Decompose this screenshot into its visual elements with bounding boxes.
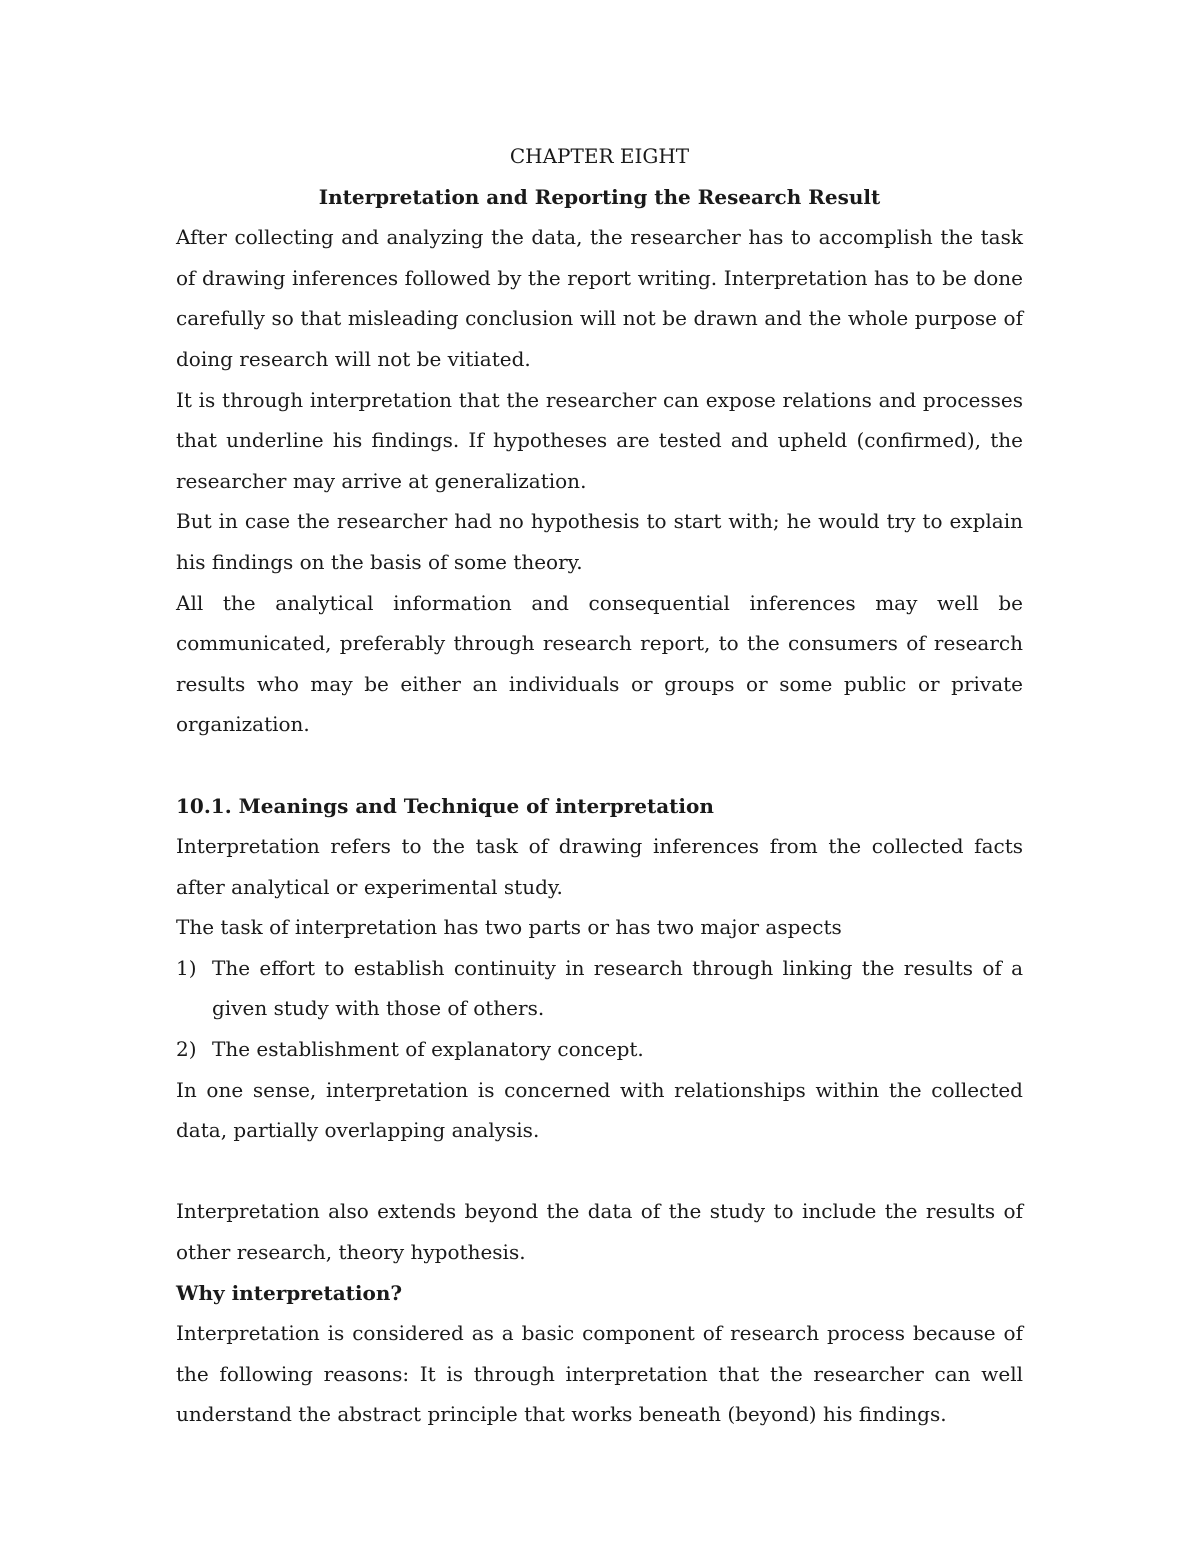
blank-line [176,745,1023,786]
intro-paragraph-1: After collecting and analyzing the data, the researcher has to accomplish the task of drawing inferences followed by the report writing. Interpretation has to be done carefully so that misleading conclusion will not be drawn and the whole purpose of doing research will not be vitiated. [176,225,1023,371]
list-number: 1) [176,955,197,980]
list-text: The establishment of explanatory concept. [212,1037,644,1062]
list-item [176,948,1023,1029]
intro-paragraph-4: All the analytical information and consequential inferences may well be communicated, preferably through research report, to the consumers of research results who may be either an individuals or groups or some public or private organization. [176,590,1023,737]
section-paragraph-3: In one sense, interpretation is concerned with relationships within the collected data, partially overlapping analysis. [176,1077,1023,1143]
list-text: The effort to establish continuity in research through linking the results of a given study with those of others. [212,955,1023,1021]
section-paragraph-1: Interpretation refers to the task of drawing inferences from the collected facts after analytical or experimental study. [176,834,1023,899]
why-heading: Why interpretation? [176,1280,403,1305]
document-page [176,136,1023,1435]
section-paragraph-4: Interpretation also extends beyond the data of the study to include the results of other research, theory hypothesis. [176,1199,1023,1265]
why-paragraph: Interpretation is considered as a basic component of research process because of the following reasons: It is through interpretation that the researcher can well understand the abstract principle that works beneath (beyond) his findings. [176,1321,1023,1427]
blank-line [176,1151,1023,1192]
list-item [176,1029,1023,1070]
chapter-heading: CHAPTER EIGHT [509,144,690,168]
list-number: 2) [176,1037,197,1062]
intro-paragraph-3: But in case the researcher had no hypothesis to start with; he would try to explain his findings on the basis of some theory. [176,509,1023,574]
chapter-title: Interpretation and Reporting the Research Result [318,184,881,209]
intro-paragraph-2: It is through interpretation that the researcher can expose relations and processes that underline his findings. If hypotheses are tested and upheld (confirmed), the researcher may arrive at generalization. [176,387,1023,493]
section-heading-10-1: 10.1. Meanings and Technique of interpretation [176,793,714,818]
section-paragraph-2: The task of interpretation has two parts or has two major aspects [176,915,842,940]
